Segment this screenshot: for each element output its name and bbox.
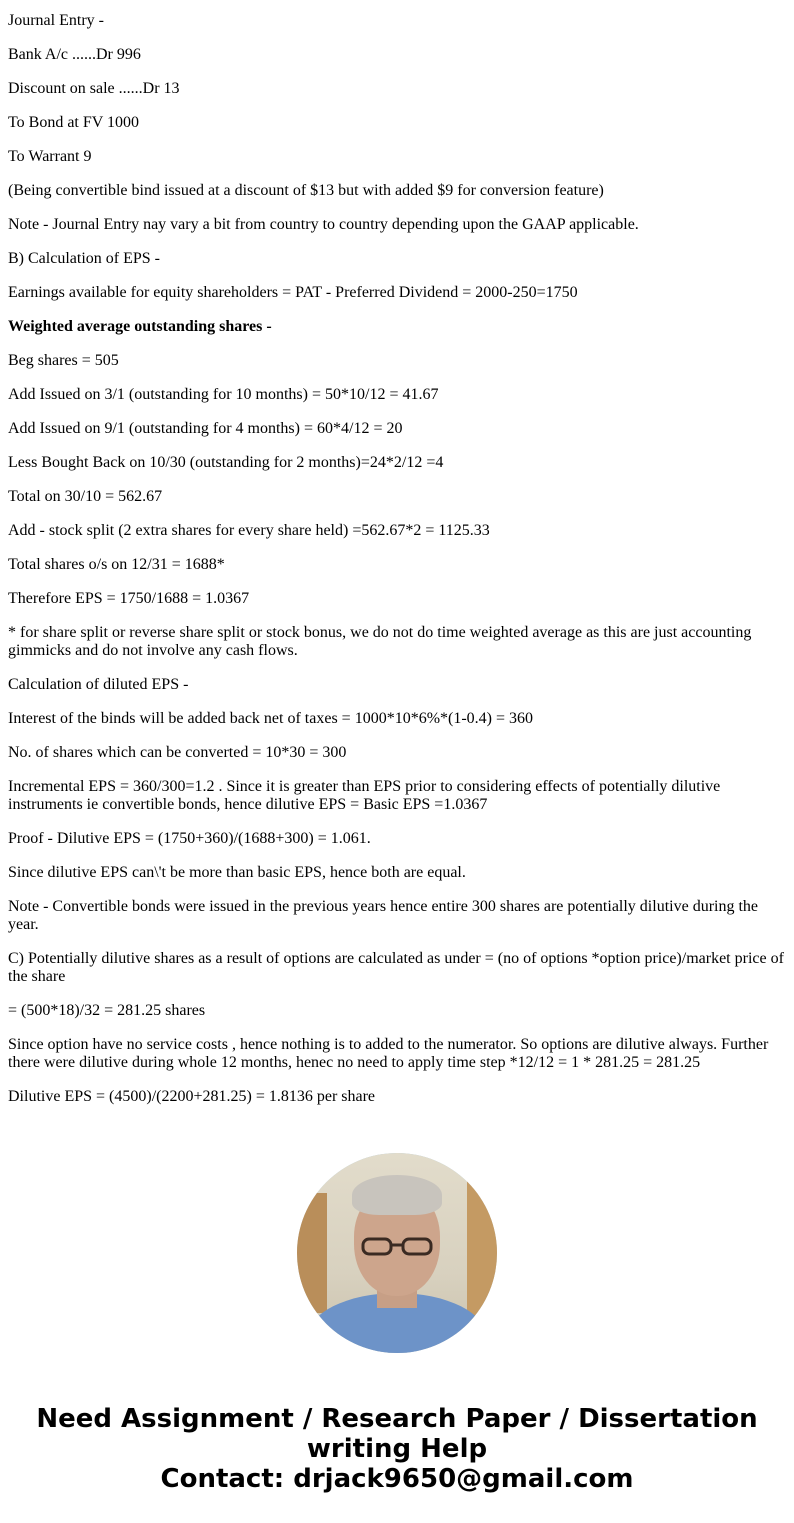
convertible-note-line: Note - Convertible bonds were issued in the previous years hence entire 300 shares are potentially dilutive during the year. <box>8 898 759 933</box>
total-october-line: Total on 30/10 = 562.67 <box>8 488 163 505</box>
eps-section-heading: B) Calculation of EPS - <box>8 250 160 267</box>
promo-contact: Contact: drjack9650@gmail.com <box>160 1464 634 1494</box>
options-shares-line: = (500*18)/32 = 281.25 shares <box>8 1002 206 1019</box>
avatar-hair <box>352 1175 442 1215</box>
issued-september-line: Add Issued on 9/1 (outstanding for 4 months) = 60*4/12 = 20 <box>8 420 403 437</box>
earnings-available-line: Earnings available for equity shareholders = PAT - Preferred Dividend = 2000-250=1750 <box>8 284 578 301</box>
glasses-icon <box>361 1237 433 1257</box>
total-shares-line: Total shares o/s on 12/31 = 1688* <box>8 556 225 573</box>
options-section-line: C) Potentially dilutive shares as a result of options are calculated as under = (no of options *option price)/market price of the share <box>8 950 784 985</box>
stock-split-line: Add - stock split (2 extra shares for every share held) =562.67*2 = 1125.33 <box>8 522 490 539</box>
journal-note: Note - Journal Entry nay vary a bit from country to country depending upon the GAAP applicable. <box>8 216 639 233</box>
options-dilutive-eps-line: Dilutive EPS = (4500)/(2200+281.25) = 1.8136 per share <box>8 1088 376 1105</box>
journal-entry-heading: Journal Entry - <box>8 12 104 29</box>
tutor-avatar <box>297 1153 497 1353</box>
split-footnote: * for share split or reverse share split or stock bonus, we do not do time weighted average as this are just accounting gimmicks and do not involve any cash flows. <box>8 624 752 659</box>
promo-line-1: Need Assignment / Research Paper / Dissertation <box>36 1404 758 1434</box>
buyback-line: Less Bought Back on 10/30 (outstanding for 2 months)=24*2/12 =4 <box>8 454 444 471</box>
promo-banner <box>0 1404 794 1494</box>
avatar-wall-right <box>467 1173 497 1323</box>
journal-narration: (Being convertible bind issued at a discount of $13 but with added $9 for conversion feature) <box>8 182 604 199</box>
journal-line-discount: Discount on sale ......Dr 13 <box>8 80 180 97</box>
journal-line-bond: To Bond at FV 1000 <box>8 114 140 131</box>
journal-line-bank: Bank A/c ......Dr 996 <box>8 46 141 63</box>
basic-eps-line: Therefore EPS = 1750/1688 = 1.0367 <box>8 590 250 607</box>
options-explanation-line: Since option have no service costs , hence nothing is to added to the numerator. So options are dilutive always. Further there were dilutive during whole 12 months, henec no need to apply time step *12/12 = 1 * 281.25 = 281.25 <box>8 1036 769 1071</box>
dilutive-equal-line: Since dilutive EPS can\'t be more than basic EPS, hence both are equal. <box>8 864 466 881</box>
journal-line-warrant: To Warrant 9 <box>8 148 92 165</box>
proof-line: Proof - Dilutive EPS = (1750+360)/(1688+300) = 1.061. <box>8 830 371 847</box>
interest-addback-line: Interest of the binds will be added back net of taxes = 1000*10*6%*(1-0.4) = 360 <box>8 710 534 727</box>
issued-march-line: Add Issued on 3/1 (outstanding for 10 months) = 50*10/12 = 41.67 <box>8 386 439 403</box>
diluted-eps-heading: Calculation of diluted EPS - <box>8 676 189 693</box>
incremental-eps-line: Incremental EPS = 360/300=1.2 . Since it is greater than EPS prior to considering effects of potentially dilutive instruments ie convertible bonds, hence dilutive EPS = Basic EPS =1.0367 <box>8 778 721 813</box>
beg-shares-line: Beg shares = 505 <box>8 352 119 369</box>
convertible-shares-line: No. of shares which can be converted = 10*30 = 300 <box>8 744 347 761</box>
avatar-wall-left <box>297 1193 327 1313</box>
promo-line-2: writing Help <box>306 1434 488 1464</box>
weighted-shares-heading: Weighted average outstanding shares - <box>8 318 272 335</box>
